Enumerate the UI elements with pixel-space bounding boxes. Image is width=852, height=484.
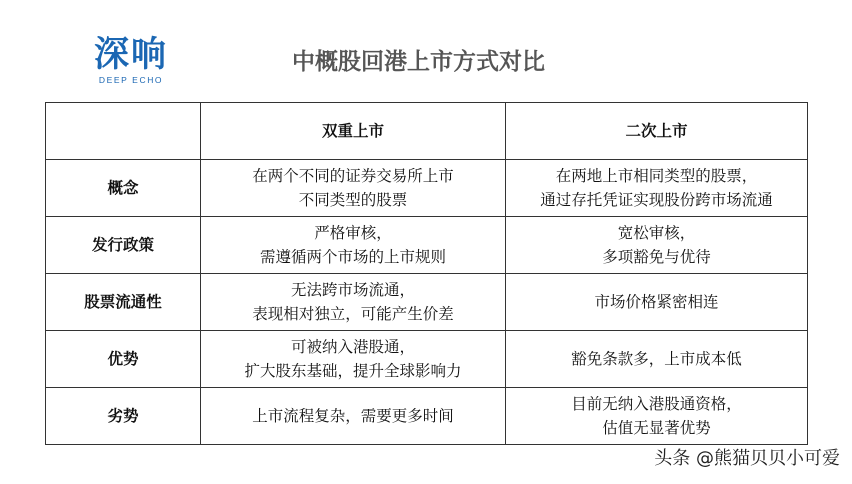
cell-text-line: 目前无纳入港股通资格， — [571, 395, 742, 413]
dual-listing-cell — [201, 331, 506, 388]
row-label: 优势 — [46, 331, 201, 388]
cell-text-line: 在两地上市相同类型的股票， — [555, 167, 758, 185]
row-label: 概念 — [46, 160, 201, 217]
cell-text-line: 市场价格紧密相连 — [594, 293, 719, 311]
secondary-listing-cell — [506, 331, 808, 388]
table-row — [46, 217, 808, 274]
row-label: 发行政策 — [46, 217, 201, 274]
deep-echo-logo — [88, 36, 174, 86]
cell-text-line: 表现相对独立，可能产生价差 — [252, 305, 454, 323]
header-dual-listing: 双重上市 — [201, 103, 506, 160]
table-row — [46, 331, 808, 388]
cell-text-line: 不同类型的股票 — [298, 191, 408, 209]
cell-text-line: 通过存托凭证实现股份跨市场流通 — [540, 191, 773, 209]
table-row — [46, 274, 808, 331]
cell-text-line: 上市流程复杂，需要更多时间 — [252, 407, 454, 425]
cell-text-line: 在两个不同的证券交易所上市 — [252, 167, 454, 185]
dual-listing-cell — [201, 388, 506, 445]
row-label: 股票流通性 — [46, 274, 201, 331]
table-body — [46, 160, 808, 445]
dual-listing-cell — [201, 274, 506, 331]
cell-text-line: 无法跨市场流通， — [290, 281, 415, 299]
page-title: 中概股回港上市方式对比 — [292, 49, 545, 75]
table-row — [46, 388, 808, 445]
cell-text-line: 扩大股东基础，提升全球影响力 — [244, 362, 462, 380]
source-watermark: 头条 @熊猫贝贝小可爱 — [654, 448, 840, 469]
cell-text-line: 可被纳入港股通， — [290, 338, 415, 356]
cell-text-line: 估值无显著优势 — [602, 419, 711, 437]
logo-subtitle: DEEP ECHO — [98, 75, 164, 85]
cell-text-line: 宽松审核， — [617, 224, 696, 242]
cell-text-line: 严格审核， — [314, 224, 392, 242]
header-empty-cell — [46, 103, 201, 160]
logo-mark: 深响 — [93, 35, 168, 75]
row-label: 劣势 — [46, 388, 201, 445]
cell-text-line: 需遵循两个市场的上市规则 — [259, 248, 446, 266]
table-header-row — [46, 103, 808, 160]
comparison-table — [45, 102, 808, 445]
dual-listing-cell — [201, 217, 506, 274]
cell-text-line: 豁免条款多，上市成本低 — [571, 350, 742, 368]
dual-listing-cell — [201, 160, 506, 217]
secondary-listing-cell — [506, 160, 808, 217]
cell-text-line: 多项豁免与优待 — [602, 248, 711, 266]
secondary-listing-cell — [506, 274, 808, 331]
header-secondary-listing: 二次上市 — [506, 103, 808, 160]
secondary-listing-cell — [506, 388, 808, 445]
secondary-listing-cell — [506, 217, 808, 274]
table-row — [46, 160, 808, 217]
